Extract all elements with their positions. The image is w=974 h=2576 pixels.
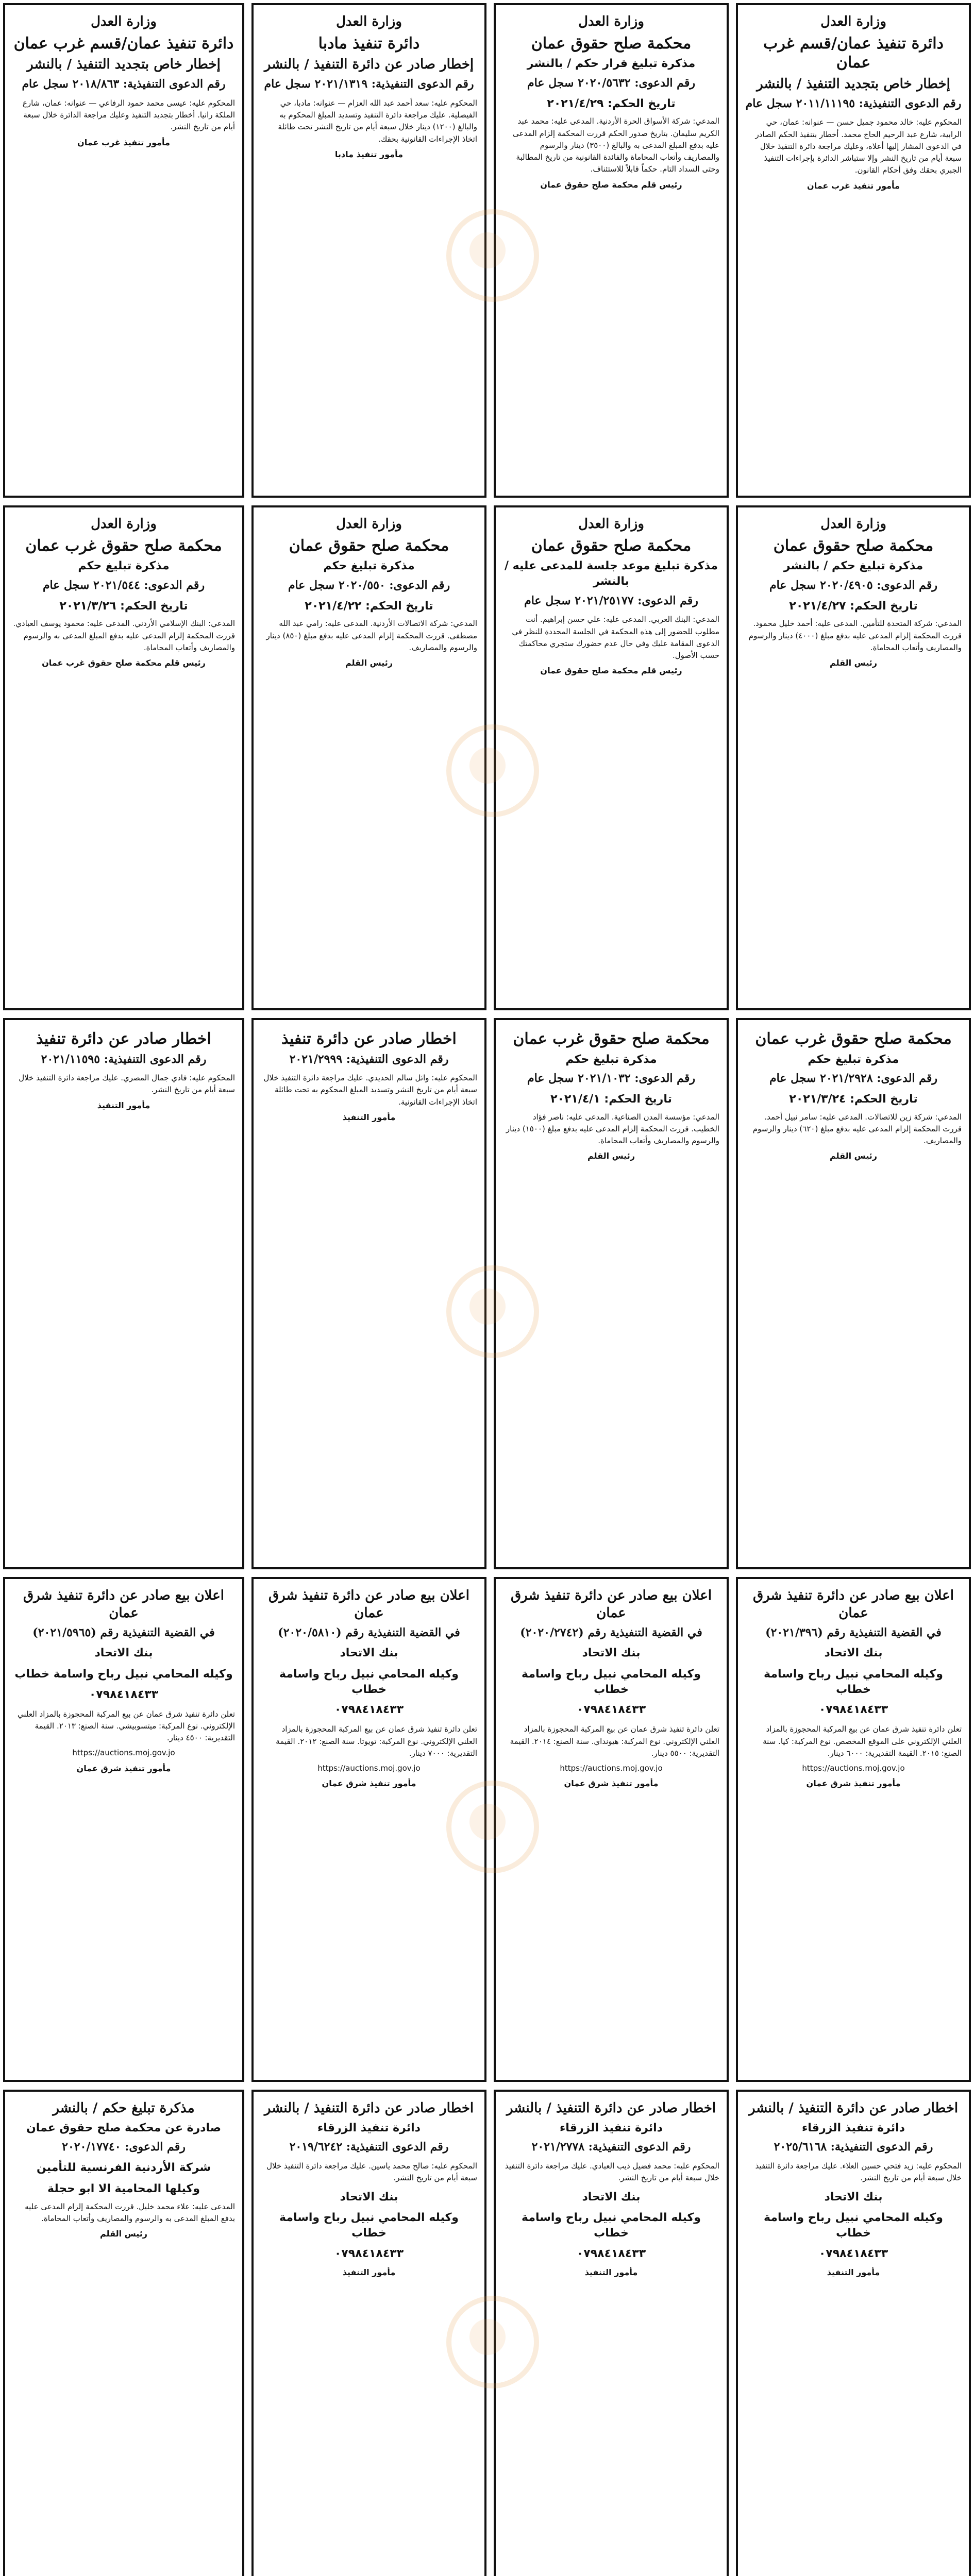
auction-lawyer: وكيله المحامي نبيل رباح واسامة خطاب xyxy=(14,1668,233,1681)
notice-subtitle: مذكرة تبليغ موعد جلسة للمدعى عليه / بالنشر xyxy=(504,560,718,588)
auction-closing: مأمور تنفيذ شرق عمان xyxy=(76,1763,171,1773)
zarqa-closing: مأمور التنفيذ xyxy=(584,2267,638,2277)
notice-ref: رقم الدعوى التنفيذية: ٢٠١٨/٨٦٣ سجل عام xyxy=(22,77,226,91)
auction-site[interactable]: https://auctions.moj.gov.jo xyxy=(317,1764,421,1773)
zarqa-closing: مأمور التنفيذ xyxy=(342,2267,396,2277)
zarqa-card xyxy=(251,2090,486,2576)
notice-closing: رئيس القلم xyxy=(829,1151,878,1161)
notice-ref: رقم الدعوى: ٢٠٢١/١٠٣٢ سجل عام xyxy=(527,1072,695,1086)
notice-ministry: وزارة العدل xyxy=(336,516,402,532)
notice-ref: رقم الدعوى التنفيذية: ٢٠٢١/١١٥٩٥ xyxy=(41,1052,207,1066)
notice-ref: رقم الدعوى: ٢٠٢٠/٥٦٣٢ سجل عام xyxy=(527,76,695,90)
notice-closing: مأمور تنفيذ مادبا xyxy=(334,149,404,159)
notice-closing: رئيس قلم محكمة صلح حقوق عمان xyxy=(540,666,682,676)
zarqa-bank: شركة الأردنية الفرنسية للتأمين xyxy=(36,2161,211,2175)
zarqa-title: اخطار صادر عن دائرة التنفيذ / بالنشر xyxy=(506,2100,716,2116)
zarqa-body: المدعى عليه: علاء محمد خليل. قررت المحكمة إلزام المدعى عليه بدفع المبلغ المدعى به والرسوم والمصاريف وأتعاب المحاماة. xyxy=(25,2201,235,2223)
notice-title: محكمة صلح حقوق عمان xyxy=(289,536,449,555)
notice-card xyxy=(494,1018,729,1569)
notice-subtitle: إخطار خاص بتجديد التنفيذ / بالنشر xyxy=(27,57,221,73)
notice-ref: رقم الدعوى: ٢٠٢٠/٤٩٠٥ سجل عام xyxy=(769,578,937,592)
auction-phone: ٠٧٩٨٤١٨٤٣٣ xyxy=(818,1703,888,1717)
zarqa-bank: بنك الاتحاد xyxy=(582,2190,641,2204)
notice-date: تاريخ الحكم: ٢٠٢١/٣/٢٤ xyxy=(789,1092,918,1106)
notice-card xyxy=(251,505,486,1010)
notice-closing: رئيس قلم محكمة صلح حقوق غرب عمان xyxy=(42,658,206,668)
notice-ministry: وزارة العدل xyxy=(91,14,157,29)
auction-bank: بنك الاتحاد xyxy=(340,1647,398,1660)
zarqa-ref: رقم الدعوى التنفيذية: ٢٠٢٥/٦١٦٨ xyxy=(774,2140,933,2154)
zarqa-ref: رقم الدعوى التنفيذية: ٢٠١٩/٦٢٤٢ xyxy=(289,2140,449,2154)
zarqa-body: المحكوم عليه: محمد فضيل ذيب العبادي. عليك مراجعة دائرة التنفيذ خلال سبعة أيام من تاريخ النشر. xyxy=(505,2161,719,2183)
notice-title: دائرة تنفيذ عمان/قسم غرب عمان xyxy=(13,34,234,53)
notice-subtitle: إخطار صادر عن دائرة التنفيذ / بالنشر xyxy=(264,57,474,73)
zarqa-phone: ٠٧٩٨٤١٨٤٣٣ xyxy=(334,2247,404,2260)
notice-closing: مأمور التنفيذ xyxy=(97,1100,150,1110)
auction-lawyer: وكيله المحامي نبيل رباح واسامة خطاب xyxy=(764,1668,943,1696)
notice-card xyxy=(3,505,244,1010)
auction-body: تعلن دائرة تنفيذ شرق عمان عن بيع المركبة المحجوزة بالمزاد العلني الإلكتروني. نوع المركبة: تويوتا. سنة الصنع: ٢٠١٢. القيمة التقديرية: ٧٠٠٠ دينار. xyxy=(276,1724,477,1758)
zarqa-lawyer: وكيله المحامي نبيل رباح واسامة خطاب xyxy=(279,2211,459,2240)
auction-lawyer: وكيله المحامي نبيل رباح واسامة خطاب xyxy=(279,1668,459,1696)
notice-title: دائرة تنفيذ عمان/قسم غرب عمان xyxy=(763,34,944,72)
auction-title: اعلان بيع صادر عن دائرة تنفيذ شرق عمان xyxy=(23,1588,225,1621)
notice-title: محكمة صلح حقوق غرب عمان xyxy=(25,536,222,555)
auction-bank: بنك الاتحاد xyxy=(824,1647,883,1660)
notice-ref: رقم الدعوى: ٢٠٢٠/٥٥٠ سجل عام xyxy=(288,578,450,592)
zarqa-closing: مأمور التنفيذ xyxy=(827,2267,880,2277)
notice-subtitle: مذكرة تبليغ حكم xyxy=(808,1053,899,1066)
auction-title: اعلان بيع صادر عن دائرة تنفيذ شرق عمان xyxy=(752,1588,954,1621)
zarqa-bank: بنك الاتحاد xyxy=(824,2190,883,2204)
notice-ref: رقم الدعوى التنفيذية: ٢٠٢١/١٣١٩ سجل عام xyxy=(264,77,474,91)
notice-ref: رقم الدعوى التنفيذية: ٢٠٢١/٢٩٩٩ xyxy=(289,1052,449,1066)
auction-phone: ٠٧٩٨٤١٨٤٣٣ xyxy=(89,1688,159,1701)
zarqa-subtitle: دائرة تنفيذ الزرقاء xyxy=(317,2121,421,2134)
zarqa-card xyxy=(494,2090,729,2576)
notice-subtitle: إخطار خاص بتجديد التنفيذ / بالنشر xyxy=(757,76,950,92)
auction-site[interactable]: https://auctions.moj.gov.jo xyxy=(560,1764,663,1773)
notice-date: تاريخ الحكم: ٢٠٢١/٤/٢٩ xyxy=(547,97,676,110)
newspaper-notices-page xyxy=(3,3,971,2576)
notice-card xyxy=(736,1018,971,1569)
auction-ref: في القضية التنفيذية رقم (٢٠٢١/٥٩٦٥) xyxy=(32,1625,215,1639)
notice-closing: رئيس القلم xyxy=(829,658,878,668)
notice-title: محكمة صلح حقوق غرب عمان xyxy=(513,1030,710,1048)
notice-subtitle: مذكرة تبليغ قرار حكم / بالنشر xyxy=(527,57,696,71)
notice-body: المحكوم عليه: وائل سالم الحديدي. عليك مراجعة دائرة التنفيذ خلال سبعة أيام من تاريخ النشر وتسديد المبلغ المحكوم به تحت طائلة اتخاذ الإجراءات القانونية. xyxy=(263,1073,477,1107)
notice-title: اخطار صادر عن دائرة تنفيذ xyxy=(36,1030,211,1048)
auction-lawyer: وكيله المحامي نبيل رباح واسامة خطاب xyxy=(522,1668,701,1696)
auction-site[interactable]: https://auctions.moj.gov.jo xyxy=(802,1764,905,1773)
zarqa-phone: ٠٧٩٨٤١٨٤٣٣ xyxy=(818,2247,888,2260)
notice-closing: مأمور تنفيذ غرب عمان xyxy=(77,137,170,147)
zarqa-title: مذكرة تبليغ حكم / بالنشر xyxy=(53,2100,195,2116)
notice-closing: رئيس قلم محكمة صلح حقوق عمان xyxy=(540,179,682,190)
zarqa-ref: رقم الدعوى: ٢٠٢٠/١٧٧٤٠ xyxy=(62,2140,186,2154)
notice-title: دائرة تنفيذ مادبا xyxy=(318,34,420,53)
zarqa-card xyxy=(3,2090,244,2576)
zarqa-phone: ٠٧٩٨٤١٨٤٣٣ xyxy=(576,2247,646,2260)
auction-site[interactable]: https://auctions.moj.gov.jo xyxy=(72,1748,175,1758)
notice-ref: رقم الدعوى التنفيذية: ٢٠١١/١١١٩٥ سجل عام xyxy=(745,96,962,110)
zarqa-closing: رئيس القلم xyxy=(99,2229,148,2239)
notice-title: محكمة صلح حقوق عمان xyxy=(531,536,692,555)
auction-card xyxy=(494,1577,729,2082)
notice-card xyxy=(736,3,971,498)
zarqa-body: المحكوم عليه: صالح محمد ياسين. عليك مراجعة دائرة التنفيذ خلال سبعة أيام من تاريخ النشر. xyxy=(266,2161,477,2183)
notice-date: تاريخ الحكم: ٢٠٢١/٤/٢٧ xyxy=(789,599,918,613)
notice-title: محكمة صلح حقوق عمان xyxy=(531,34,692,53)
notice-ministry: وزارة العدل xyxy=(578,14,644,29)
zarqa-subtitle: صادرة عن محكمة صلح حقوق عمان xyxy=(26,2121,221,2134)
zarqa-card xyxy=(736,2090,971,2576)
notice-card xyxy=(251,3,486,498)
zarqa-title: اخطار صادر عن دائرة التنفيذ / بالنشر xyxy=(264,2100,474,2116)
notice-ministry: وزارة العدل xyxy=(91,516,157,532)
zarqa-lawyer: وكيله المحامي نبيل رباح واسامة خطاب xyxy=(764,2211,943,2240)
zarqa-title: اخطار صادر عن دائرة التنفيذ / بالنشر xyxy=(748,2100,959,2116)
zarqa-subtitle: دائرة تنفيذ الزرقاء xyxy=(802,2121,905,2134)
notice-body: المدعي: شركة الأسواق الحرة الأردنية. المدعى عليه: محمد عبد الكريم سليمان. بتاريخ صدور الحكم قررت المحكمة إلزام المدعى عليه بدفع المبلغ المدعى به والبالغ (٣٥٠٠) دينار والرسوم والمصاريف وأتعاب المحاماة والفائدة القانونية من تاريخ المطالبة وحتى السداد التام. حكماً قابلاً للاستئناف. xyxy=(513,116,719,174)
notice-closing: مأمور التنفيذ xyxy=(342,1112,396,1122)
notice-body: المدعي: البنك العربي. المدعى عليه: علي حسن إبراهيم. أنت مطلوب للحضور إلى هذه المحكمة في الجلسة المحددة للنظر في الدعوى المقامة عليك وفي حال عدم حضورك ستجري محاكمتك حسب الأصول. xyxy=(512,615,719,660)
notice-body: المدعي: البنك الإسلامي الأردني. المدعى عليه: محمود يوسف العبادي. قررت المحكمة إلزام المدعى عليه بدفع المبلغ المدعى به والرسوم والمصاريف وأتعاب المحاماة. xyxy=(13,619,235,652)
auction-bank: بنك الاتحاد xyxy=(582,1647,641,1660)
notice-title: محكمة صلح حقوق غرب عمان xyxy=(755,1030,952,1048)
notice-card xyxy=(494,3,729,498)
notice-card xyxy=(736,505,971,1010)
notice-card xyxy=(494,505,729,1010)
auction-closing: مأمور تنفيذ شرق عمان xyxy=(322,1778,416,1789)
auction-body: تعلن دائرة تنفيذ شرق عمان عن بيع المركبة المحجوزة بالمزاد العلني الإلكتروني. نوع المركبة: هيونداي. سنة الصنع: ٢٠١٤. القيمة التقديرية: ٥٥٠٠ دينار. xyxy=(510,1724,719,1758)
notice-date: تاريخ الحكم: ٢٠٢١/٤/١ xyxy=(550,1092,672,1106)
zarqa-ref: رقم الدعوى التنفيذية: ٢٠٢١/٢٧٧٨ xyxy=(531,2140,691,2154)
auction-card xyxy=(251,1577,486,2082)
notice-body: المحكوم عليه: فادي جمال المصري. عليك مراجعة دائرة التنفيذ خلال سبعة أيام من تاريخ النشر. xyxy=(19,1073,235,1095)
notice-ministry: وزارة العدل xyxy=(336,14,402,29)
auction-ref: في القضية التنفيذية رقم (٢٠٢٠/٢٧٤٢) xyxy=(520,1625,702,1639)
notice-closing: رئيس القلم xyxy=(345,658,393,668)
auction-closing: مأمور تنفيذ شرق عمان xyxy=(564,1778,659,1789)
notice-card xyxy=(251,1018,486,1569)
auction-phone: ٠٧٩٨٤١٨٤٣٣ xyxy=(576,1703,646,1717)
zarqa-lawyer: وكيله المحامي نبيل رباح واسامة خطاب xyxy=(522,2211,701,2240)
notice-body: المدعي: شركة المتحدة للتأمين. المدعى عليه: أحمد خليل محمود. قررت المحكمة إلزام المدعى عليه بدفع مبلغ (٤٠٠٠) دينار والرسوم والمصاريف وأتعاب المحاماة. xyxy=(748,619,962,652)
notice-body: المدعي: شركة زين للاتصالات. المدعى عليه: سامر نبيل أحمد. قررت المحكمة إلزام المدعى عليه بدفع مبلغ (٦٢٠) دينار والرسوم والمصاريف. xyxy=(752,1112,962,1146)
notice-ministry: وزارة العدل xyxy=(820,516,886,532)
notice-subtitle: مذكرة تبليغ حكم xyxy=(565,1053,657,1066)
notice-subtitle: مذكرة تبليغ حكم xyxy=(323,560,415,573)
notice-closing: مأمور تنفيذ غرب عمان xyxy=(807,180,900,191)
notice-ref: رقم الدعوى: ٢٠٢١/٢٥١٧٧ سجل عام xyxy=(524,594,698,607)
notice-body: المدعي: مؤسسة المدن الصناعية. المدعى عليه: ناصر فؤاد الخطيب. قررت المحكمة إلزام المدعى عليه بدفع مبلغ (١٥٠٠) دينار والرسوم والمصاريف وأتعاب المحاماة. xyxy=(506,1112,719,1146)
notice-ref: رقم الدعوى: ٢٠٢١/٥٤٤ سجل عام xyxy=(42,578,205,592)
auction-phone: ٠٧٩٨٤١٨٤٣٣ xyxy=(334,1703,404,1717)
auction-title: اعلان بيع صادر عن دائرة تنفيذ شرق عمان xyxy=(268,1588,470,1621)
auction-body: تعلن دائرة تنفيذ شرق عمان عن بيع المركبة المحجوزة بالمزاد العلني الإلكتروني. نوع المركبة: ميتسوبيشي. سنة الصنع: ٢٠١٣. القيمة التقديرية: ٤٥٠٠ دينار. xyxy=(17,1709,235,1743)
notice-ministry: وزارة العدل xyxy=(578,516,644,532)
zarqa-lawyer: وكيلها المحامية الا ابو حجلة xyxy=(47,2182,200,2195)
notice-closing: رئيس القلم xyxy=(587,1151,635,1161)
notice-title: اخطار صادر عن دائرة تنفيذ xyxy=(281,1030,457,1048)
zarqa-bank: بنك الاتحاد xyxy=(340,2190,398,2204)
zarqa-body: المحكوم عليه: زيد فتحي حسين العلاء. عليك مراجعة دائرة التنفيذ خلال سبعة أيام من تاريخ النشر. xyxy=(755,2161,962,2183)
zarqa-subtitle: دائرة تنفيذ الزرقاء xyxy=(560,2121,663,2134)
notice-card xyxy=(3,3,244,498)
notice-card xyxy=(3,1018,244,1569)
notice-subtitle: مذكرة تبليغ حكم xyxy=(78,560,170,573)
auction-bank: بنك الاتحاد xyxy=(94,1647,153,1660)
auction-ref: في القضية التنفيذية رقم (٢٠٢١/٣٩٦) xyxy=(765,1625,942,1639)
notice-body: المحكوم عليه: عيسى محمد حمود الرفاعي — عنوانه: عمان، شارع الملكة رانيا. أخطار بتجديد التنفيذ وعليك مراجعة الدائرة خلال سبعة أيام من تاريخ النشر. xyxy=(22,98,235,132)
auction-body: تعلن دائرة تنفيذ شرق عمان عن بيع المركبة المحجوزة بالمزاد العلني الإلكتروني على الموقع المخصص. نوع المركبة: كيا. سنة الصنع: ٢٠١٥. القيمة التقديرية: ٦٠٠٠ دينار. xyxy=(763,1724,962,1758)
auction-card xyxy=(736,1577,971,2082)
notice-ref: رقم الدعوى: ٢٠٢١/٢٩٢٨ سجل عام xyxy=(769,1072,937,1086)
auction-ref: في القضية التنفيذية رقم (٢٠٢٠/٥٨١٠) xyxy=(278,1625,460,1639)
notice-subtitle: مذكرة تبليغ حكم / بالنشر xyxy=(783,560,923,573)
notice-body: المحكوم عليه: خالد محمود جميل حسن — عنوانه: عمان، حي الرابية، شارع عبد الرحيم الحاج محمد. أخطار بتنفيذ الحكم الصادر في الدعوى المشار إليها أعلاه، وعليك مراجعة دائرة التنفيذ خلال سبعة أيام من تاريخ النشر وإلا ستباشر الدائرة بإجراءات التنفيذ الجبري بحقك وفق أحكام القانون. xyxy=(755,117,962,175)
notice-title: محكمة صلح حقوق عمان xyxy=(773,536,934,555)
auction-card xyxy=(3,1577,244,2082)
notice-body: المدعي: شركة الاتصالات الأردنية. المدعى عليه: رامي عبد الله مصطفى. قررت المحكمة إلزام المدعى عليه بدفع مبلغ (٨٥٠) دينار والرسوم والمصاريف. xyxy=(266,619,477,652)
notice-body: المحكوم عليه: سعد أحمد عبد الله العزام — عنوانه: مادبا، حي الفيصلية. عليك مراجعة دائرة التنفيذ وتسديد المبلغ المحكوم به والبالغ (١٢٠٠) دينار خلال سبعة أيام من تاريخ النشر تحت طائلة اتخاذ الإجراءات القانونية بحقك. xyxy=(278,98,477,144)
notice-ministry: وزارة العدل xyxy=(820,14,886,29)
notice-date: تاريخ الحكم: ٢٠٢١/٣/٢٦ xyxy=(59,599,188,613)
auction-title: اعلان بيع صادر عن دائرة تنفيذ شرق عمان xyxy=(510,1588,712,1621)
notice-date: تاريخ الحكم: ٢٠٢١/٤/٢٢ xyxy=(305,599,433,613)
auction-closing: مأمور تنفيذ شرق عمان xyxy=(806,1778,901,1789)
